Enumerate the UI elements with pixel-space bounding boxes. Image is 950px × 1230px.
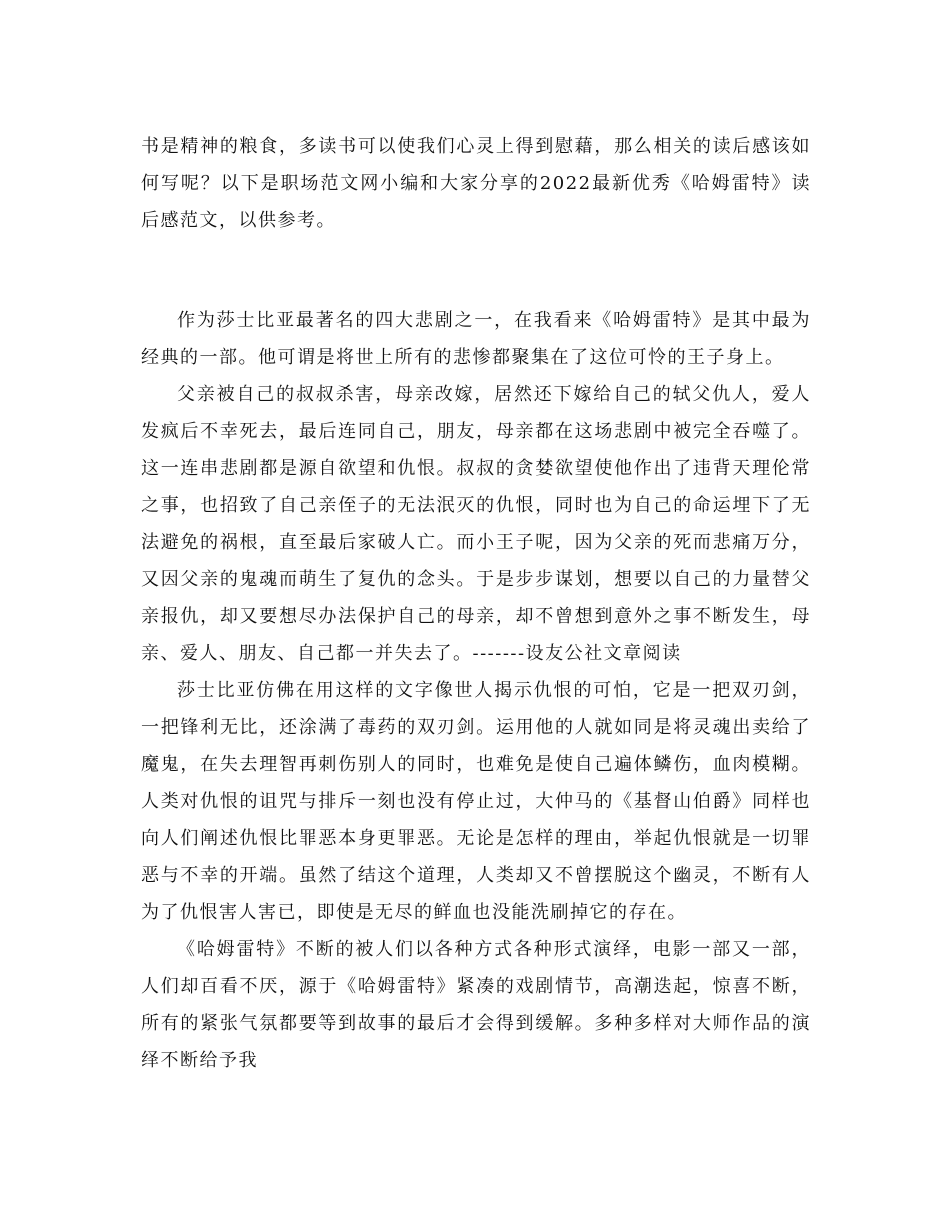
intro-paragraph: 书是精神的粮食，多读书可以使我们心灵上得到慰藉，那么相关的读后感该如何写呢？以下是职场范文网小编和大家分享的2022最新优秀《哈姆雷特》读后感范文，以供参考。 [141, 136, 811, 231]
body-paragraph-2: 父亲被自己的叔叔杀害，母亲改嫁，居然还下嫁给自己的轼父仇人，爱人发疯后不幸死去，最后连同自己，朋友，母亲都在这场悲剧中被完全吞噬了。这一连串悲剧都是源自欲望和仇恨。叔叔的贪婪欲望使他作出了违背天理伦常之事，也招致了自己亲侄子的无法泯灭的仇恨，同时也为自己的命运埋下了无法避免的祸根，直至最后家破人亡。而小王子呢，因为父亲的死而悲痛万分，又因父亲的鬼魂而萌生了复仇的念头。于是步步谋划，想要以自己的力量替父亲报仇，却又要想尽办法保护自己的母亲，却不曾想到意外之事不断发生，母亲、爱人、朋友、自己都一并失去了。-------设友公社文章阅读 [141, 384, 811, 664]
body-paragraph-3: 莎士比亚仿佛在用这样的文字像世人揭示仇恨的可怕，它是一把双刃剑，一把锋利无比，还涂满了毒药的双刃剑。运用他的人就如同是将灵魂出卖给了魔鬼，在失去理智再刺伤别人的同时，也难免是使自己遍体鳞伤，血肉模糊。人类对仇恨的诅咒与排斥一刻也没有停止过，大仲马的《基督山伯爵》同样也向人们阐述仇恨比罪恶本身更罪恶。无论是怎样的理由，举起仇恨就是一切罪恶与不幸的开端。虽然了结这个道理，人类却又不曾摆脱这个幽灵，不断有人为了仇恨害人害已，即使是无尽的鲜血也没能洗刷掉它的存在。 [141, 680, 811, 923]
body-paragraph-4: 《哈姆雷特》不断的被人们以各种方式各种形式演绎，电影一部又一部，人们却百看不厌，源于《哈姆雷特》紧凑的戏剧情节，高潮迭起，惊喜不断，所有的紧张气氛都要等到故事的最后才会得到缓解。多种多样对大师作品的演绎不断给予我 [141, 939, 811, 1071]
document-body [141, 128, 811, 1079]
body-paragraph-1: 作为莎士比亚最著名的四大悲剧之一，在我看来《哈姆雷特》是其中最为经典的一部。他可谓是将世上所有的悲惨都聚集在了这位可怜的王子身上。 [141, 310, 811, 368]
